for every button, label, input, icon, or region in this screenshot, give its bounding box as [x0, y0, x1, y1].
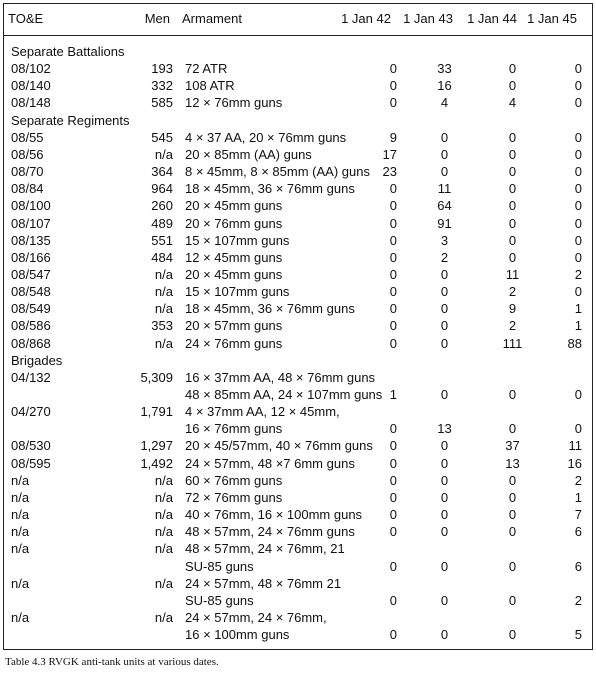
- table-cell-toe: 08/547: [11, 266, 51, 282]
- table-cell-jan42: 0: [389, 232, 397, 248]
- table-cell-jan44: 0: [508, 421, 517, 437]
- table-cell-men: 193: [151, 61, 173, 77]
- table-cell-armament: SU-85 guns: [185, 592, 254, 608]
- table-cell-jan43: 33: [437, 61, 452, 77]
- table-cell-armament: 48 × 57mm, 24 × 76mm, 21: [185, 541, 345, 557]
- column-header: Men: [144, 11, 170, 26]
- table-cell-jan43: 0: [440, 318, 449, 334]
- table-cell-armament: 20 × 85mm (AA) guns: [185, 146, 312, 162]
- table-cell-armament: 20 × 45/57mm, 40 × 76mm guns: [185, 438, 373, 454]
- header-divider: [4, 35, 592, 36]
- section-heading: Separate Regiments: [11, 112, 130, 128]
- column-header: 1 Jan 43: [403, 11, 453, 26]
- table-cell-men: n/a: [154, 284, 173, 300]
- table-cell-jan43: 0: [440, 524, 449, 540]
- table-cell-armament: 15 × 107mm guns: [185, 284, 290, 300]
- table-cell-men: 5,309: [140, 369, 173, 385]
- table-cell-men: 489: [151, 215, 173, 231]
- table-cell-men: 1,791: [140, 404, 173, 420]
- table-cell-jan42: 0: [389, 335, 397, 351]
- table-cell-jan42: 0: [389, 524, 397, 540]
- table-cell-jan42: 1: [389, 387, 397, 402]
- table-cell-toe: 04/270: [11, 404, 51, 420]
- column-header: 1 Jan 42: [341, 11, 391, 26]
- table-cell-jan42: 17: [382, 146, 397, 162]
- table-cell-armament: 60 × 76mm guns: [185, 472, 283, 488]
- table-cell-jan45: 0: [574, 232, 582, 248]
- table-cell-jan43: 0: [440, 627, 449, 643]
- table-cell-armament: 20 × 45mm guns: [185, 266, 283, 282]
- table-cell-jan42: 0: [389, 558, 397, 574]
- table-cell-toe: n/a: [11, 524, 30, 540]
- table-cell-armament: 16 × 76mm guns: [185, 421, 283, 437]
- table-cell-jan44: 2: [508, 318, 517, 334]
- table-cell-armament: 18 × 45mm, 36 × 76mm guns: [185, 181, 355, 197]
- table-cell-men: n/a: [154, 335, 173, 351]
- table-cell-jan44: 0: [508, 507, 517, 523]
- table-cell-jan42: 23: [382, 164, 397, 180]
- table-cell-jan45: 5: [574, 627, 582, 643]
- table-cell-armament: 4 × 37 AA, 20 × 76mm guns: [185, 129, 347, 145]
- table-cell-men: 260: [151, 198, 173, 214]
- table-cell-jan45: 1: [574, 489, 582, 505]
- table-cell-armament: 20 × 57mm guns: [185, 318, 283, 334]
- table-cell-jan42: 0: [389, 61, 397, 77]
- table-cell-armament: 40 × 76mm, 16 × 100mm guns: [185, 507, 363, 523]
- table-cell-armament: 12 × 76mm guns: [185, 95, 283, 111]
- table-cell-jan45: 1: [574, 318, 582, 334]
- table-cell-toe: 08/135: [11, 232, 51, 248]
- table-cell-jan44: 37: [505, 438, 520, 454]
- table-cell-jan43: 0: [440, 489, 449, 505]
- table-cell-jan42: 0: [389, 301, 397, 317]
- table-cell-jan44: 0: [508, 472, 517, 488]
- table-cell-jan43: 0: [440, 455, 449, 471]
- table-cell-jan44: 0: [508, 232, 517, 248]
- table-cell-toe: 08/55: [11, 129, 44, 145]
- table-cell-jan42: 0: [389, 472, 397, 488]
- table-cell-jan43: 91: [437, 215, 452, 231]
- table-cell-jan42: 0: [389, 181, 397, 197]
- table-cell-jan42: 0: [389, 198, 397, 214]
- table-cell-jan44: 0: [508, 215, 517, 231]
- table-cell-toe: 08/107: [11, 215, 51, 231]
- table-cell-toe: 08/148: [11, 95, 51, 111]
- table-cell-toe: n/a: [11, 489, 30, 505]
- table-cell-toe: 08/530: [11, 438, 51, 454]
- table-cell-men: 332: [151, 78, 173, 94]
- table-cell-armament: 8 × 45mm, 8 × 85mm (AA) guns: [185, 164, 370, 180]
- table-cell-jan44: 0: [508, 489, 517, 505]
- table-cell-jan45: 2: [574, 266, 582, 282]
- table-cell-jan45: 0: [574, 198, 582, 214]
- table-cell-jan42: 0: [389, 507, 397, 523]
- table-cell-men: n/a: [154, 507, 173, 523]
- table-cell-jan42: 0: [389, 318, 397, 334]
- table-cell-toe: 08/56: [11, 146, 44, 162]
- table-cell-toe: n/a: [11, 609, 30, 625]
- table-cell-jan43: 0: [440, 472, 449, 488]
- table-cell-toe: n/a: [11, 541, 30, 557]
- table-cell-armament: 4 × 37mm AA, 12 × 45mm,: [185, 404, 340, 420]
- table-cell-armament: 24 × 76mm guns: [185, 335, 283, 351]
- table-cell-men: 1,297: [140, 438, 173, 454]
- table-cell-jan45: 0: [574, 284, 582, 300]
- table-cell-jan45: 0: [574, 421, 582, 437]
- table-cell-jan44: 0: [508, 164, 517, 180]
- table-cell-jan43: 64: [437, 198, 452, 214]
- table-cell-toe: 08/166: [11, 249, 51, 265]
- table-cell-jan42: 0: [389, 421, 397, 437]
- table-cell-jan45: 0: [574, 146, 582, 162]
- table-cell-jan44: 0: [508, 61, 517, 77]
- table-cell-jan45: 11: [568, 438, 582, 454]
- table-cell-toe: n/a: [11, 575, 30, 591]
- table-cell-men: 585: [151, 95, 173, 111]
- table-cell-armament: 16 × 100mm guns: [185, 627, 290, 643]
- table-cell-jan42: 0: [389, 215, 397, 231]
- table-cell-armament: 48 × 85mm AA, 24 × 107mm guns: [185, 387, 383, 402]
- table-cell-jan44: 0: [508, 524, 517, 540]
- table-cell-jan42: 0: [389, 249, 397, 265]
- table-cell-armament: 72 × 76mm guns: [185, 489, 283, 505]
- table-cell-jan44: 0: [508, 387, 517, 402]
- column-header: 1 Jan 44: [467, 11, 517, 26]
- table-cell-jan45: 6: [574, 524, 582, 540]
- table-cell-jan45: 0: [574, 164, 582, 180]
- table-cell-jan43: 0: [440, 129, 449, 145]
- table-cell-men: 484: [151, 249, 173, 265]
- table-cell-armament: 15 × 107mm guns: [185, 232, 290, 248]
- table-cell-men: 545: [151, 129, 173, 145]
- table-cell-jan45: 7: [574, 507, 582, 523]
- table-cell-men: 551: [151, 232, 173, 248]
- table-cell-jan45: 0: [574, 95, 582, 111]
- table-cell-men: n/a: [154, 524, 173, 540]
- table-cell-jan43: 0: [440, 164, 449, 180]
- table-cell-toe: 08/868: [11, 335, 51, 351]
- table-cell-armament: 20 × 45mm guns: [185, 198, 283, 214]
- table-cell-armament: 24 × 57mm, 48 × 76mm 21: [185, 575, 342, 591]
- table-cell-jan44: 4: [508, 95, 517, 111]
- table-cell-jan45: 0: [574, 387, 582, 402]
- table-cell-men: n/a: [154, 541, 173, 557]
- table-cell-toe: 04/132: [11, 369, 51, 385]
- table-cell-jan44: 111: [502, 335, 523, 351]
- table-cell-toe: 08/549: [11, 301, 51, 317]
- table-cell-jan45: 0: [574, 181, 582, 197]
- table-cell-jan42: 0: [389, 78, 397, 94]
- table-cell-jan43: 0: [440, 592, 449, 608]
- table-cell-armament: 24 × 57mm, 24 × 76mm,: [185, 609, 327, 625]
- table-cell-jan45: 0: [574, 249, 582, 265]
- table-cell-toe: 08/84: [11, 181, 44, 197]
- table-cell-toe: n/a: [11, 507, 30, 523]
- table-cell-men: n/a: [154, 472, 173, 488]
- table-cell-armament: 12 × 45mm guns: [185, 249, 283, 265]
- table-cell-jan44: 0: [508, 146, 517, 162]
- table-cell-men: 964: [151, 181, 173, 197]
- table-cell-jan43: 2: [440, 249, 449, 265]
- table-cell-toe: 08/70: [11, 164, 44, 180]
- table-cell-jan43: 0: [440, 507, 449, 523]
- table-cell-jan42: 0: [389, 438, 397, 454]
- table-cell-jan43: 0: [440, 558, 449, 574]
- table-cell-jan45: 0: [574, 129, 582, 145]
- table-cell-jan44: 0: [508, 181, 517, 197]
- table-cell-jan45: 1: [574, 301, 582, 317]
- table-cell-jan42: 0: [389, 592, 397, 608]
- table-cell-jan43: 0: [440, 284, 449, 300]
- section-heading: Separate Battalions: [11, 44, 125, 59]
- table-cell-men: 353: [151, 318, 173, 334]
- section-heading: Brigades: [11, 352, 63, 368]
- table-cell-men: n/a: [154, 575, 173, 591]
- table-cell-jan43: 4: [440, 95, 449, 111]
- table-caption: Table 4.3 RVGK anti-tank units at various dates.: [5, 656, 219, 668]
- table-cell-jan42: 9: [389, 129, 397, 145]
- table-cell-jan43: 13: [437, 421, 452, 437]
- table-cell-armament: 20 × 76mm guns: [185, 215, 283, 231]
- table-cell-toe: 08/548: [11, 284, 51, 300]
- table-cell-jan45: 2: [574, 472, 582, 488]
- table-cell-jan45: 16: [567, 455, 582, 471]
- table-cell-jan44: 0: [508, 198, 517, 214]
- table-cell-armament: 16 × 37mm AA, 48 × 76mm guns: [185, 369, 376, 385]
- table-cell-jan44: 0: [508, 592, 517, 608]
- table-cell-jan44: 0: [508, 249, 517, 265]
- table-cell-jan44: 2: [508, 284, 517, 300]
- table-cell-jan43: 16: [437, 78, 452, 94]
- table-cell-jan45: 2: [574, 592, 582, 608]
- table-cell-jan45: 0: [574, 78, 582, 94]
- table-cell-jan44: 0: [508, 627, 517, 643]
- table-cell-jan43: 0: [440, 266, 449, 282]
- table-cell-armament: 24 × 57mm, 48 ×7 6mm guns: [185, 455, 355, 471]
- table-cell-toe: 08/102: [11, 61, 51, 77]
- table-cell-toe: 08/140: [11, 78, 51, 94]
- table-cell-jan43: 0: [440, 335, 449, 351]
- table-cell-jan45: 88: [567, 335, 582, 351]
- table-cell-jan44: 0: [508, 129, 517, 145]
- table-cell-men: n/a: [154, 146, 173, 162]
- table-cell-armament: 108 ATR: [185, 78, 235, 94]
- table-cell-jan43: 11: [437, 181, 452, 197]
- table-cell-jan42: 0: [389, 455, 397, 471]
- table-cell-armament: 72 ATR: [185, 61, 228, 77]
- table-cell-jan44: 0: [508, 78, 517, 94]
- table-cell-men: n/a: [154, 266, 173, 282]
- table-cell-armament: SU-85 guns: [185, 558, 254, 574]
- table-cell-men: n/a: [154, 609, 173, 625]
- table-cell-jan44: 9: [508, 301, 517, 317]
- table-cell-men: 364: [151, 164, 173, 180]
- column-header: TO&E: [8, 11, 44, 26]
- table-cell-jan44: 13: [505, 455, 520, 471]
- column-header: 1 Jan 45: [527, 11, 577, 26]
- table-cell-men: n/a: [154, 489, 173, 505]
- table-cell-jan43: 0: [440, 387, 449, 402]
- table-cell-jan43: 0: [440, 438, 449, 454]
- table-cell-toe: 08/586: [11, 318, 51, 334]
- table-cell-armament: 18 × 45mm, 36 × 76mm guns: [185, 301, 355, 317]
- table-cell-jan45: 6: [574, 558, 582, 574]
- table-cell-jan45: 0: [574, 215, 582, 231]
- table-cell-jan45: 0: [574, 61, 582, 77]
- column-header: Armament: [182, 11, 242, 26]
- table-cell-armament: 48 × 57mm, 24 × 76mm guns: [185, 524, 355, 540]
- table-cell-toe: 08/595: [11, 455, 51, 471]
- table-cell-men: n/a: [154, 301, 173, 317]
- table-cell-toe: n/a: [11, 472, 30, 488]
- table-cell-jan42: 0: [389, 266, 397, 282]
- table-cell-jan42: 0: [389, 489, 397, 505]
- table-cell-jan43: 0: [440, 146, 449, 162]
- table-cell-jan44: 0: [508, 558, 517, 574]
- table-cell-jan42: 0: [389, 95, 397, 111]
- table-cell-toe: 08/100: [11, 198, 51, 214]
- table-cell-jan42: 0: [389, 284, 397, 300]
- table-cell-men: 1,492: [140, 455, 173, 471]
- table-cell-jan44: 11: [505, 266, 520, 282]
- table-cell-jan43: 0: [440, 301, 449, 317]
- table-cell-jan42: 0: [389, 627, 397, 643]
- table-cell-jan43: 3: [440, 232, 449, 248]
